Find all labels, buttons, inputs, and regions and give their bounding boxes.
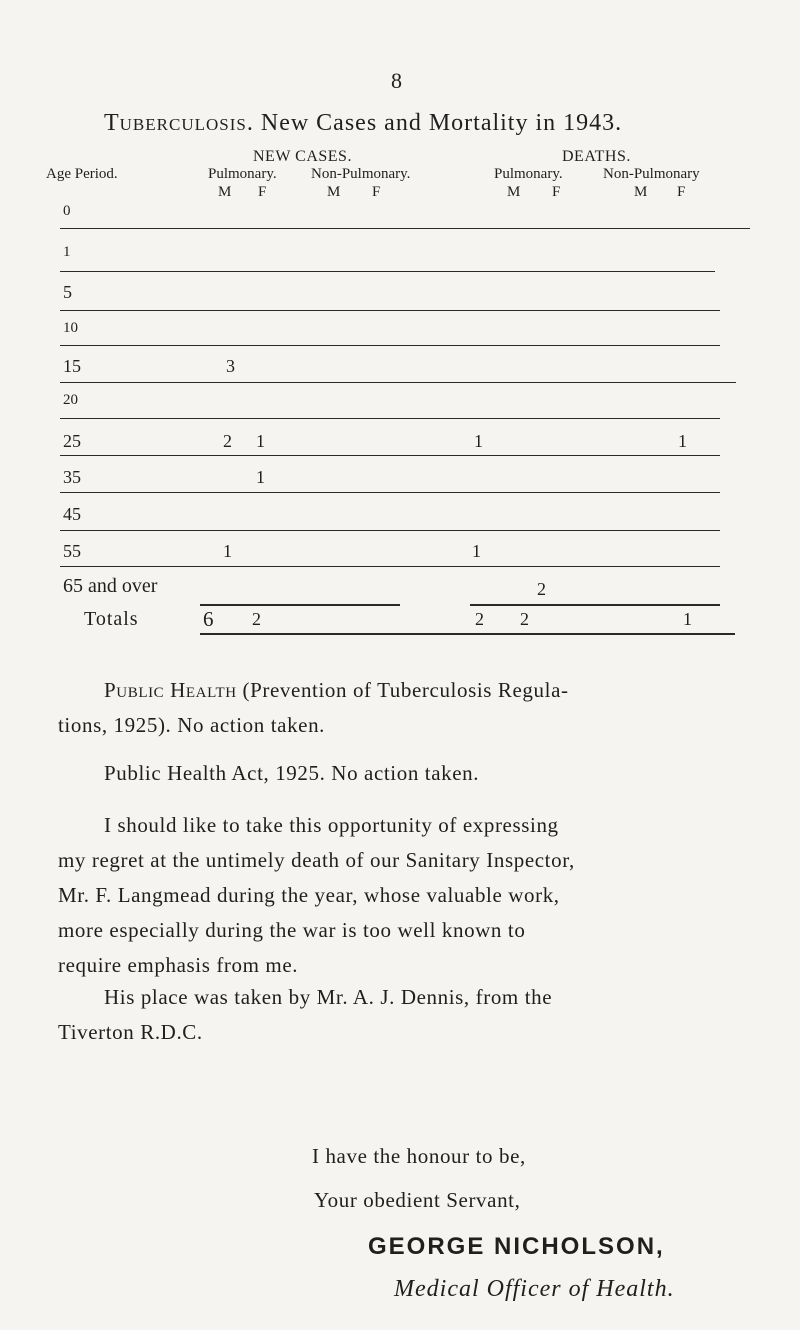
paragraph-sanitary-inspector (58, 808, 748, 983)
totals-top-rule (200, 604, 400, 606)
row-rule (60, 345, 720, 346)
title-rest: New Cases and Mortality in 1943. (260, 110, 623, 136)
page-title (104, 110, 622, 137)
text-line: Mr. F. Langmead during the year, whose valuable work, (58, 883, 560, 907)
row-rule (60, 530, 720, 531)
age-label: 45 (63, 504, 81, 524)
total-value: 6 (203, 607, 214, 631)
row-rule (60, 455, 720, 456)
row-rule (60, 310, 720, 311)
text-line: require emphasis from me. (58, 953, 299, 977)
age-label: 35 (63, 467, 81, 487)
text-line: I should like to take this opportunity of expressing (104, 813, 559, 837)
new-non-pulmonary-header: Non-Pulmonary. (311, 166, 411, 182)
sex-f-label: F (372, 184, 381, 200)
cell-value: 3 (226, 356, 235, 376)
totals-bottom-rule (200, 633, 735, 635)
closing-line-1: I have the honour to be, (312, 1144, 526, 1168)
row-rule (60, 492, 720, 493)
new-cases-header: NEW CASES. (253, 148, 352, 165)
row-rule (60, 418, 720, 419)
age-label: 15 (63, 356, 81, 376)
age-label: 0 (63, 203, 71, 219)
deaths-non-pulmonary-header: Non-Pulmonary (603, 166, 700, 182)
cell-value: 1 (256, 431, 265, 451)
p1-line1: (Prevention of Tuberculosis Regula- (242, 678, 569, 702)
age-label: 55 (63, 541, 81, 561)
sex-m-label: M (327, 184, 341, 200)
row-rule (60, 566, 720, 567)
cell-value: 1 (223, 541, 232, 561)
age-label: 65 and over (63, 575, 158, 597)
paragraph-replacement (58, 980, 748, 1050)
new-pulmonary-header: Pulmonary. (208, 166, 277, 182)
text-line: His place was taken by Mr. A. J. Dennis, from the (104, 985, 553, 1009)
cell-value: 1 (256, 467, 265, 487)
sex-m-label: M (634, 184, 648, 200)
sex-m-label: M (507, 184, 521, 200)
row-rule (60, 271, 715, 272)
total-value: 2 (520, 609, 529, 629)
cell-value: 1 (474, 431, 483, 451)
sex-f-label: F (258, 184, 267, 200)
text-line: more especially during the war is too well known to (58, 918, 526, 942)
signature-role: Medical Officer of Health. (394, 1276, 675, 1302)
title-lead: Tuberculosis. (104, 110, 254, 136)
cell-value: 1 (678, 431, 687, 451)
closing-line-2: Your obedient Servant, (314, 1188, 521, 1212)
deaths-header: DEATHS. (562, 148, 631, 165)
p1-lead: Public Health (104, 678, 237, 702)
age-label: 1 (63, 244, 71, 260)
age-label: 5 (63, 282, 72, 302)
age-period-header: Age Period. (46, 166, 118, 182)
sex-m-label: M (218, 184, 232, 200)
cell-value: 1 (472, 541, 481, 561)
total-value: 2 (475, 609, 484, 629)
total-value: 2 (252, 609, 261, 629)
signature-name: GEORGE NICHOLSON, (368, 1233, 665, 1260)
age-label: 10 (63, 320, 78, 336)
totals-label: Totals (84, 608, 139, 630)
cell-value: 2 (537, 579, 546, 599)
text-line: Tiverton R.D.C. (58, 1020, 203, 1044)
page-number: 8 (391, 68, 402, 93)
sex-f-label: F (677, 184, 686, 200)
paragraph-public-health-act: Public Health Act, 1925. No action taken. (104, 761, 480, 785)
paragraph-regulations (58, 673, 736, 743)
age-label: 25 (63, 431, 81, 451)
sex-f-label: F (552, 184, 561, 200)
text-line: my regret at the untimely death of our Sanitary Inspector, (58, 848, 575, 872)
deaths-pulmonary-header: Pulmonary. (494, 166, 563, 182)
cell-value: 2 (223, 431, 232, 451)
p1-line2: tions, 1925). No action taken. (58, 713, 326, 737)
row-rule (60, 382, 736, 383)
total-value: 1 (683, 609, 692, 629)
totals-top-rule (470, 604, 720, 606)
row-rule (60, 228, 750, 229)
age-label: 20 (63, 392, 78, 408)
